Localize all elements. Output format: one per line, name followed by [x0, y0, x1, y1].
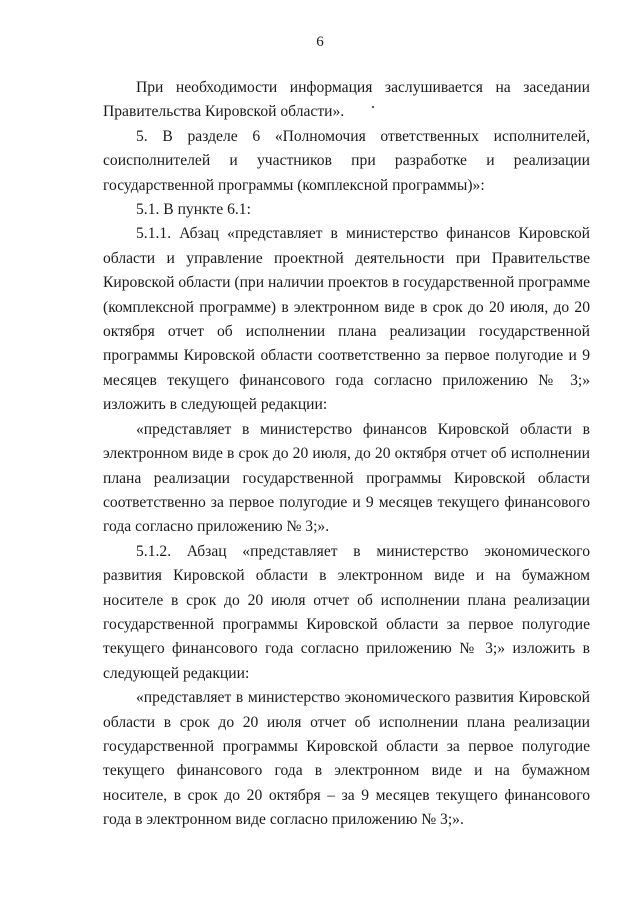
paragraph-item-5-1-2: 5.1.2. Абзац «представляет в министерство экономического развития Кировской области в электронном виде и на бумажном носителе в срок до 20 июля отчет об исполнении плана реализации государственной программы Кировской области за первое полугодие текущего финансового года согласно приложению № 3;» изложить в следующей редакции: — [103, 542, 590, 682]
document-body — [103, 76, 590, 833]
paragraph-item-5: 5. В разделе 6 «Полномочия ответственных исполнителей, соисполнителей и участников при разработке и реализации государственной программы (комплексной программы)»: — [103, 127, 590, 194]
paragraph-quote-5-1-1: «представляет в министерство финансов Кировской области в электронном виде в срок до 20 июля, до 20 октября отчет об исполнении плана реализации государственной программы Кировской области соответственно за первое полугодие и 9 месяцев текущего финансового года согласно приложению № 3;». — [103, 420, 590, 536]
paragraph-closing-statement: При необходимости информация заслушивается на заседании Правительства Кировской области». — [103, 79, 590, 121]
paragraph-item-5-1-1: 5.1.1. Абзац «представляет в министерство финансов Кировской области и управление проектной деятельности при Правительстве Кировской области (при наличии проектов в государственной программе (комплексной программе) в электронном виде в срок до 20 июля, до 20 октября отчет об исполнении плана реализации государственной программы Кировской области соответственно за первое полугодие и 9 месяцев текущего финансового года согласно приложению № 3;» изложить в следующей редакции: — [103, 225, 591, 414]
page-number: 6 — [316, 34, 324, 50]
paragraph-item-5-1: 5.1. В пункте 6.1: — [136, 201, 251, 219]
paragraph-quote-5-1-2: «представляет в министерство экономического развития Кировской области в срок до 20 июля отчет об исполнении плана реализации государственной программы Кировской области за первое полугодие текущего финансового года в электронном виде и на бумажном носителе, в срок до 20 октября – за 9 месяцев текущего финансового года в электронном виде согласно приложению № 3;». — [103, 689, 590, 829]
